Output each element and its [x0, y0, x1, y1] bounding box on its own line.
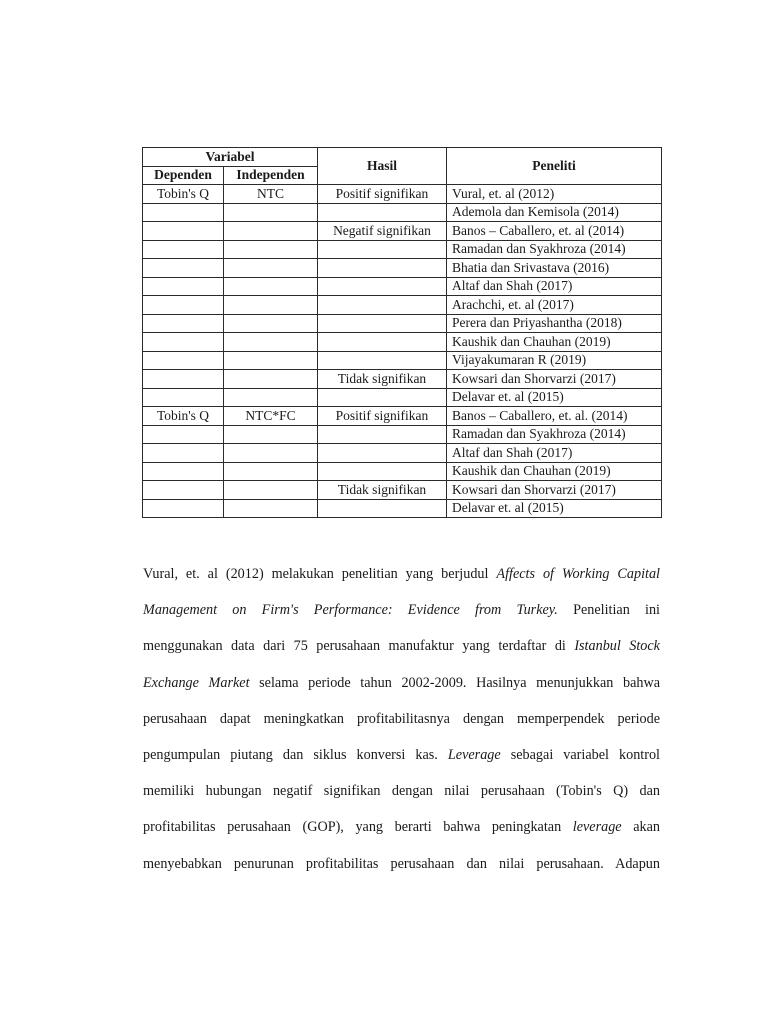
table-row [143, 333, 662, 352]
cell-dependen [143, 259, 224, 278]
text-run: sebagai variabel kontrol [500, 746, 660, 763]
header-independen: Independen [224, 166, 318, 185]
text-run: menggunakan data dari 75 perusahaan manufaktur yang terdaftar di [143, 638, 575, 655]
cell-dependen [143, 370, 224, 389]
table-row [143, 481, 662, 500]
cell-dependen [143, 240, 224, 259]
paragraph-line [143, 665, 660, 701]
cell-dependen [143, 481, 224, 500]
cell-dependen [143, 222, 224, 241]
cell-peneliti: Vural, et. al (2012) [447, 185, 662, 204]
cell-peneliti: Altaf dan Shah (2017) [447, 277, 662, 296]
cell-dependen [143, 203, 224, 222]
table-row [143, 499, 662, 518]
text-run: perusahaan dapat meningkatkan profitabilitasnya dengan memperpendek periode [143, 710, 660, 727]
italic-run: Leverage [447, 746, 501, 763]
paragraph-line [143, 556, 660, 592]
text-run: profitabilitas perusahaan (GOP), yang berarti bahwa peningkatan [143, 819, 573, 836]
cell-peneliti: Altaf dan Shah (2017) [447, 444, 662, 463]
cell-independen [224, 259, 318, 278]
table-header-row [143, 148, 662, 167]
cell-dependen [143, 388, 224, 407]
cell-hasil [318, 388, 447, 407]
paragraph-line [143, 846, 660, 882]
cell-hasil: Negatif signifikan [318, 222, 447, 241]
italic-title-run: Management on Firm's Performance: Evidence from Turkey. [143, 602, 558, 619]
cell-hasil [318, 499, 447, 518]
body-paragraph [143, 556, 660, 882]
table-body [143, 185, 662, 518]
cell-independen [224, 277, 318, 296]
table-row [143, 444, 662, 463]
cell-independen [224, 462, 318, 481]
cell-peneliti: Banos – Caballero, et. al (2014) [447, 222, 662, 241]
cell-independen [224, 481, 318, 500]
italic-run: leverage [572, 819, 622, 836]
text-run: Vural, et. al (2012) melakukan penelitian yang berjudul [143, 566, 497, 582]
cell-dependen [143, 444, 224, 463]
cell-independen [224, 370, 318, 389]
table-row [143, 185, 662, 204]
table-row [143, 351, 662, 370]
text-run: selama periode tahun 2002-2009. Hasilnya menunjukkan bahwa [249, 674, 660, 691]
cell-peneliti: Bhatia dan Srivastava (2016) [447, 259, 662, 278]
cell-hasil [318, 277, 447, 296]
cell-dependen [143, 296, 224, 315]
cell-peneliti: Kaushik dan Chauhan (2019) [447, 462, 662, 481]
table-row [143, 259, 662, 278]
table-row [143, 388, 662, 407]
cell-peneliti: Banos – Caballero, et. al. (2014) [447, 407, 662, 426]
results-table [142, 147, 662, 518]
cell-independen [224, 351, 318, 370]
cell-peneliti: Kowsari dan Shorvarzi (2017) [447, 481, 662, 500]
table-row [143, 222, 662, 241]
cell-hasil [318, 296, 447, 315]
cell-hasil [318, 425, 447, 444]
table-row [143, 407, 662, 426]
cell-peneliti: Kaushik dan Chauhan (2019) [447, 333, 662, 352]
table-row [143, 314, 662, 333]
cell-peneliti: Delavar et. al (2015) [447, 388, 662, 407]
table-row [143, 240, 662, 259]
cell-peneliti: Ademola dan Kemisola (2014) [447, 203, 662, 222]
cell-independen [224, 222, 318, 241]
cell-dependen [143, 277, 224, 296]
table-row [143, 462, 662, 481]
cell-dependen [143, 462, 224, 481]
text-run: memiliki hubungan negatif signifikan dengan nilai perusahaan (Tobin's Q) dan [143, 783, 660, 800]
cell-hasil [318, 240, 447, 259]
table-row [143, 425, 662, 444]
cell-independen [224, 240, 318, 259]
cell-hasil: Positif signifikan [318, 185, 447, 204]
paragraph-line [143, 773, 660, 809]
text-run: Penelitian ini [557, 602, 660, 619]
italic-run: Exchange Market [143, 674, 250, 691]
cell-peneliti: Ramadan dan Syakhroza (2014) [447, 240, 662, 259]
cell-hasil: Tidak signifikan [318, 370, 447, 389]
cell-independen [224, 203, 318, 222]
text-run: akan [621, 819, 660, 836]
cell-dependen [143, 314, 224, 333]
paragraph-line [143, 628, 660, 664]
paragraph-line [143, 737, 660, 773]
cell-independen [224, 388, 318, 407]
italic-title-run: Affects of Working Capital [496, 566, 660, 582]
cell-dependen [143, 499, 224, 518]
cell-independen [224, 314, 318, 333]
cell-independen: NTC [224, 185, 318, 204]
paragraph-line [143, 701, 660, 737]
table-row [143, 277, 662, 296]
cell-dependen [143, 333, 224, 352]
cell-peneliti: Perera dan Priyashantha (2018) [447, 314, 662, 333]
cell-independen [224, 425, 318, 444]
cell-peneliti: Delavar et. al (2015) [447, 499, 662, 518]
cell-hasil [318, 333, 447, 352]
cell-hasil: Tidak signifikan [318, 481, 447, 500]
cell-hasil [318, 444, 447, 463]
italic-run: Istanbul Stock [574, 638, 660, 655]
cell-dependen: Tobin's Q [143, 407, 224, 426]
cell-independen [224, 333, 318, 352]
cell-dependen: Tobin's Q [143, 185, 224, 204]
paragraph-line [143, 809, 660, 845]
cell-peneliti: Ramadan dan Syakhroza (2014) [447, 425, 662, 444]
cell-hasil [318, 203, 447, 222]
cell-dependen [143, 425, 224, 444]
table-row [143, 296, 662, 315]
cell-peneliti: Vijayakumaran R (2019) [447, 351, 662, 370]
cell-hasil [318, 351, 447, 370]
cell-dependen [143, 351, 224, 370]
text-run: pengumpulan piutang dan siklus konversi kas. [143, 746, 448, 763]
cell-peneliti: Arachchi, et. al (2017) [447, 296, 662, 315]
header-hasil: Hasil [318, 148, 447, 185]
cell-hasil [318, 259, 447, 278]
cell-peneliti: Kowsari dan Shorvarzi (2017) [447, 370, 662, 389]
cell-independen [224, 296, 318, 315]
cell-hasil [318, 462, 447, 481]
table-row [143, 203, 662, 222]
header-dependen: Dependen [143, 166, 224, 185]
cell-independen [224, 444, 318, 463]
header-peneliti: Peneliti [447, 148, 662, 185]
table-row [143, 370, 662, 389]
text-run: menyebabkan penurunan profitabilitas perusahaan dan nilai perusahaan. Adapun [143, 855, 660, 872]
cell-hasil: Positif signifikan [318, 407, 447, 426]
cell-independen [224, 499, 318, 518]
header-variabel: Variabel [143, 148, 318, 167]
cell-hasil [318, 314, 447, 333]
paragraph-line [143, 592, 660, 628]
cell-independen: NTC*FC [224, 407, 318, 426]
